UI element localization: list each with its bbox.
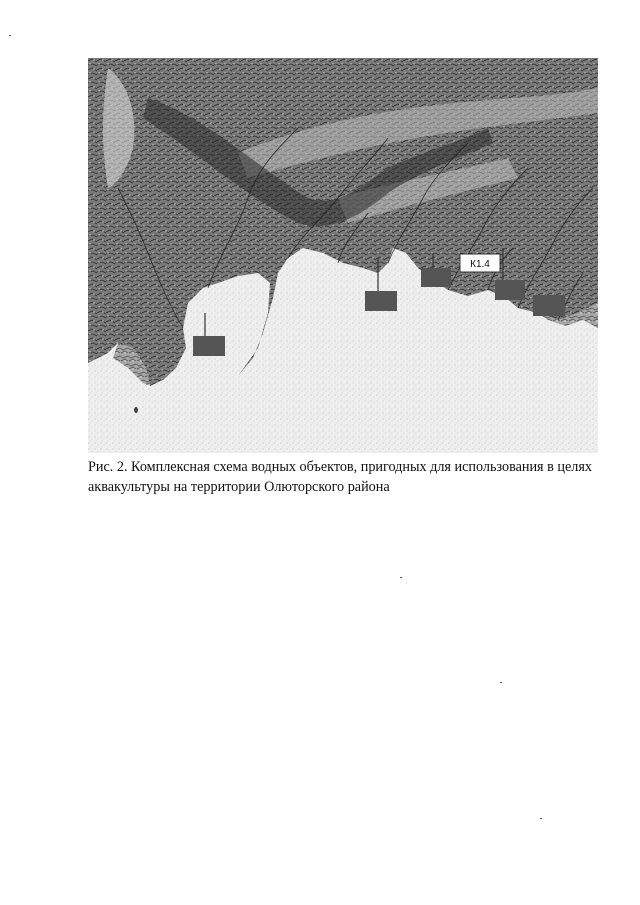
scan-speck — [9, 35, 11, 36]
relief-map — [88, 58, 598, 453]
scan-speck — [540, 818, 542, 819]
figure-caption: Рис. 2. Комплексная схема водных объектов, пригодных для использования в целях аквакультуры на территории Олюторского района — [88, 459, 592, 495]
callout-label: К1.4 — [470, 259, 490, 270]
map-figure — [88, 58, 598, 453]
callout-box-1 — [193, 336, 225, 356]
callout-box-2 — [365, 291, 397, 311]
callout-box-6 — [533, 295, 565, 316]
island — [134, 407, 138, 413]
callout-k1-4 — [460, 254, 500, 272]
scan-speck — [400, 577, 402, 578]
callout-box-5 — [495, 280, 525, 300]
callout-box-3 — [421, 268, 451, 287]
scan-speck — [500, 682, 502, 683]
